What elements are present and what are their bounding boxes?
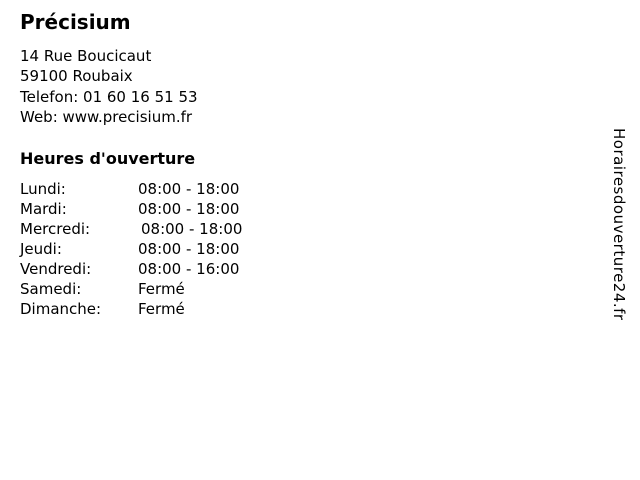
day-label: Vendredi: bbox=[20, 259, 92, 278]
day-label: Dimanche: bbox=[20, 299, 102, 318]
hours-row-vendredi bbox=[20, 259, 580, 279]
day-label: Mercredi: bbox=[20, 219, 91, 238]
time-value: Fermé bbox=[138, 279, 185, 298]
address-line-1: 14 Rue Boucicaut bbox=[20, 47, 152, 65]
address-line-2: 59100 Roubaix bbox=[20, 67, 133, 86]
hours-row-dimanche bbox=[20, 299, 580, 319]
hours-heading: Heures d'ouverture bbox=[20, 148, 196, 168]
time-value: 08:00 - 18:00 bbox=[138, 199, 240, 218]
hours-table bbox=[20, 179, 580, 319]
hours-row-mercredi bbox=[20, 219, 580, 239]
day-label: Lundi: bbox=[20, 179, 66, 198]
time-value: 08:00 - 16:00 bbox=[138, 259, 240, 278]
hours-row-samedi bbox=[20, 279, 580, 299]
hours-row-mardi bbox=[20, 199, 580, 219]
hours-row-jeudi bbox=[20, 239, 580, 259]
day-label: Samedi: bbox=[20, 279, 82, 298]
watermark-vertical-text: Horairesdouverture24.fr bbox=[610, 128, 628, 321]
business-name: Précisium bbox=[20, 10, 131, 34]
phone-line: Telefon: 01 60 16 51 53 bbox=[20, 87, 198, 106]
contact-block bbox=[20, 46, 580, 128]
hours-row-lundi bbox=[20, 179, 580, 199]
day-label: Mardi: bbox=[20, 199, 67, 218]
web-line: Web: www.precisium.fr bbox=[20, 108, 193, 127]
day-label: Jeudi: bbox=[20, 239, 62, 258]
business-info-page bbox=[20, 11, 580, 319]
time-value: 08:00 - 18:00 bbox=[138, 239, 240, 258]
time-value: 08:00 - 18:00 bbox=[141, 219, 243, 238]
time-value: Fermé bbox=[138, 299, 185, 318]
time-value: 08:00 - 18:00 bbox=[138, 179, 240, 198]
